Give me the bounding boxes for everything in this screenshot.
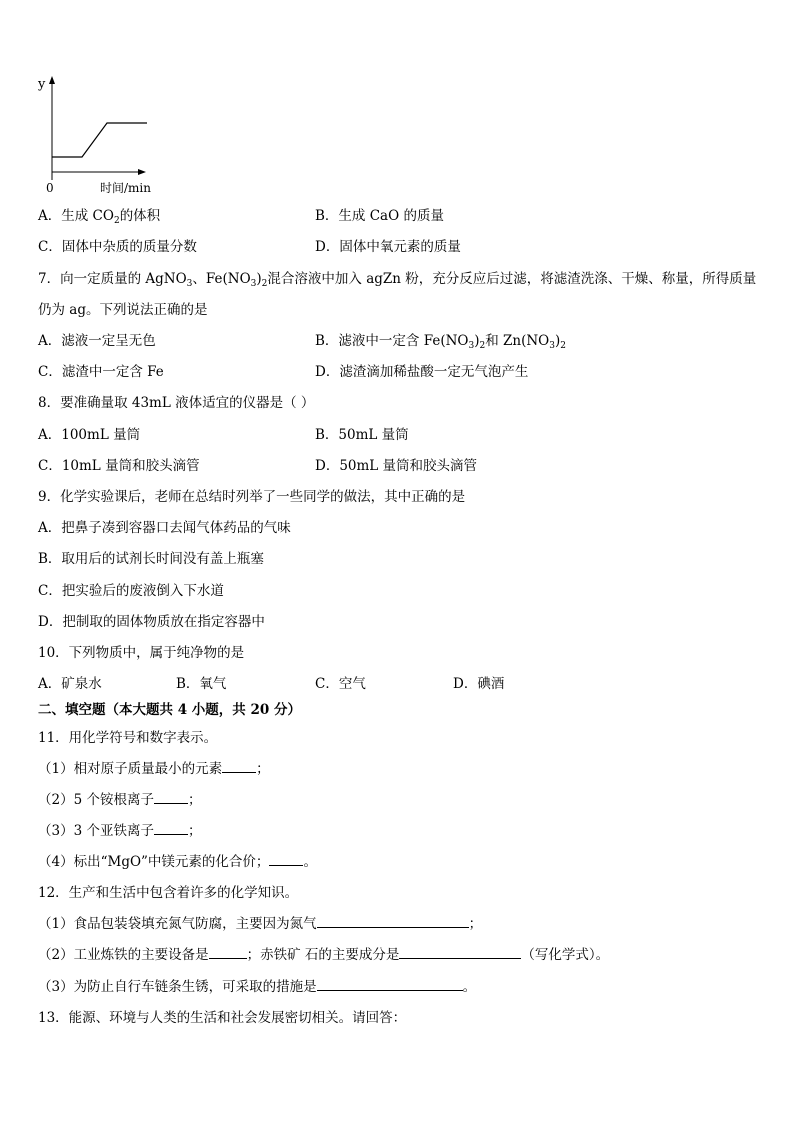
q7-option-a: A．滤液一定呈无色 <box>38 333 156 349</box>
answer-blank[interactable] <box>154 822 188 835</box>
q10-stem: 10．下列物质中，属于纯净物的是 <box>38 645 245 661</box>
answer-blank[interactable] <box>269 853 303 866</box>
q11-part4: （4）标出“MgO”中镁元素的化合价； 。 <box>38 854 317 870</box>
q7-option-d: D．滤渣滴加稀盐酸一定无气泡产生 <box>315 364 529 380</box>
origin-label: 0 <box>46 181 54 195</box>
answer-blank[interactable] <box>399 946 521 959</box>
q11-part1: （1）相对原子质量最小的元素 ； <box>38 761 270 777</box>
q9-option-a: A．把鼻子凑到容器口去闻气体药品的气味 <box>38 520 291 536</box>
q8-option-c: C．10mL 量筒和胶头滴管 <box>38 458 200 474</box>
graph-curve <box>52 123 147 157</box>
x-axis-label: 时间/min <box>100 181 151 195</box>
answer-blank[interactable] <box>317 978 463 991</box>
answer-blank[interactable] <box>209 946 247 959</box>
q8-option-d: D．50mL 量筒和胶头滴管 <box>315 458 478 474</box>
q11-part3: （3）3 个亚铁离子 ； <box>38 823 202 839</box>
q13-stem: 13．能源、环境与人类的生活和社会发展密切相关。请回答： <box>38 1010 407 1026</box>
q12-part2: （2）工业炼铁的主要设备是 ；赤铁矿 石的主要成分是 （写化学式）。 <box>38 947 610 963</box>
q11-part2: （2）5 个铵根离子 ； <box>38 792 202 808</box>
x-axis-arrow <box>138 169 146 175</box>
q10-option-a: A．矿泉水 <box>38 676 102 692</box>
q9-stem: 9．化学实验课后，老师在总结时列举了一些同学的做法，其中正确的是 <box>38 489 466 505</box>
q9-option-d: D．把制取的固体物质放在指定容器中 <box>38 614 265 630</box>
q12-part1: （1）食品包装袋填充氮气防腐，主要因为氮气 ； <box>38 916 483 932</box>
y-axis-arrow <box>49 76 55 84</box>
q6-option-a: A．生成 $CO_2$的体积 <box>38 208 161 226</box>
q7-stem-line2: 仍为 ag。下列说法正确的是 <box>38 302 208 318</box>
y-axis-label: y <box>38 77 46 92</box>
q10-option-c: C．空气 <box>315 676 366 692</box>
section-heading: 二、填空题（本大题共 4 小题，共 20 分） <box>38 702 301 718</box>
q7-option-b: B．滤液中一定含 $Fe(NO_3)_2$和 $Zn(NO_3)_2$ <box>315 333 566 351</box>
q7-option-c: C．滤渣中一定含 Fe <box>38 364 164 380</box>
q7-stem-line1: 7．向一定质量的 AgNO$_3$、$Fe(NO_3)_2$混合溶液中加入 agZn 粉，充分反应后过滤，将滤渣洗涤、干燥、称量，所得质量 <box>38 271 757 289</box>
q11-stem: 11．用化学符号和数字表示。 <box>38 730 218 746</box>
q6-option-b: B．生成 CaO 的质量 <box>315 208 444 224</box>
q12-part3: （3）为防止自行车链条生锈，可采取的措施是 。 <box>38 979 477 995</box>
q10-option-b: B．氧气 <box>176 676 227 692</box>
q8-stem: 8．要准确量取 43mL 液体适宜的仪器是（ ） <box>38 395 315 411</box>
line-graph <box>30 70 170 200</box>
q6-option-d: D．固体中氧元素的质量 <box>315 239 461 255</box>
q10-option-d: D．碘酒 <box>453 676 505 692</box>
q9-option-b: B．取用后的试剂长时间没有盖上瓶塞 <box>38 551 264 567</box>
q12-stem: 12．生产和生活中包含着许多的化学知识。 <box>38 885 299 901</box>
answer-blank[interactable] <box>222 760 256 773</box>
q8-option-a: A．100mL 量筒 <box>38 427 141 443</box>
q8-option-b: B．50mL 量筒 <box>315 427 409 443</box>
q9-option-c: C．把实验后的废液倒入下水道 <box>38 583 224 599</box>
answer-blank[interactable] <box>317 915 469 928</box>
answer-blank[interactable] <box>154 791 188 804</box>
q6-option-c: C．固体中杂质的质量分数 <box>38 239 197 255</box>
